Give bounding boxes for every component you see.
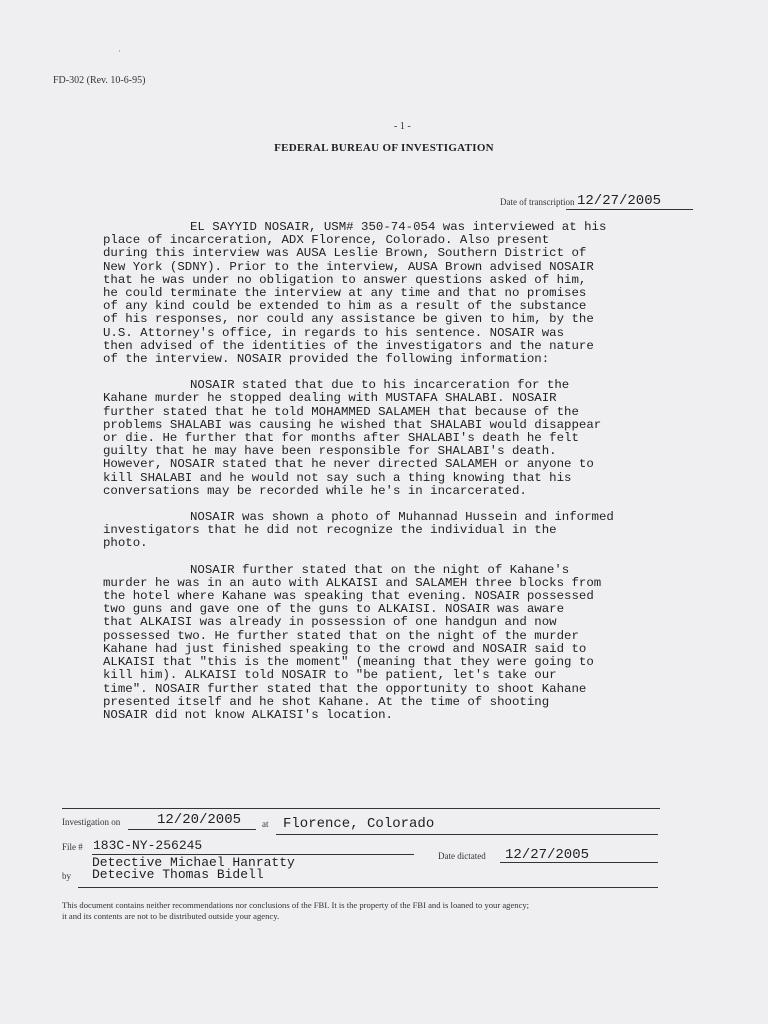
transcription-label: Date of transcription [500, 197, 575, 207]
dictated-date: 12/27/2005 [505, 847, 590, 863]
scan-mark: · [118, 46, 121, 56]
file-number: 183C-NY-256245 [93, 838, 203, 853]
investigation-date: 12/20/2005 [157, 812, 242, 828]
paragraph-2: NOSAIR stated that due to his incarceration for the Kahane murder he stopped dealing with MUSTAFA SHALABI. NOSAIR further stated that he told MOHAMMED SALAMEH that because of the problems SHALABI was causing he wished that SHALABI would disappear or die. He further that for months after SHALABI's death he felt guilty that he may have been responsible for SHALABI's death. However, NOSAIR stated that he never directed SALAMEH or anyone to kill SHALABI and he would not say such a thing knowing that his conversations may be recorded while he's in incarcerated. [103, 378, 602, 498]
agency-title: FEDERAL BUREAU OF INVESTIGATION [274, 142, 494, 154]
paragraph-4: NOSAIR further stated that on the night of Kahane's murder he was in an auto with ALKAISI and SALAMEH three blocks from the hotel where Kahane was speaking that evening. NOSAIR possessed two guns and gave one of the guns to ALKAISI. NOSAIR was aware that ALKAISI was already in possession of one handgun and now possessed two. He further stated that on the night of the murder Kahane had just finished speaking to the crowd and NOSAIR said to ALKAISI that "this is the moment" (meaning that they were going to kill him). ALKAISI told NOSAIR to "be patient, let's take our time". NOSAIR further stated that the opportunity to shoot Kahane presented itself and he shot Kahane. At the time of shooting NOSAIR did not know ALKAISI's location. [103, 562, 602, 722]
disclaimer-line-1: This document contains neither recommendations nor conclusions of the FBI. It is the property of the FBI and is loaned to your agency; [62, 900, 530, 910]
by-label: by [62, 871, 71, 881]
investigation-place: Florence, Colorado [283, 816, 435, 832]
transcription-date: 12/27/2005 [577, 193, 662, 209]
investigation-place-line [276, 834, 658, 835]
at-label: at [262, 819, 269, 829]
disclaimer-line-2: it and its contents are not to be distributed outside your agency. [62, 911, 280, 921]
agent-name-2: Detecive Thomas Bidell [92, 867, 264, 882]
page-number: - 1 - [394, 121, 411, 132]
file-label: File # [62, 842, 83, 852]
form-id: FD-302 (Rev. 10-6-95) [53, 75, 146, 86]
agents-line [78, 887, 658, 888]
paragraph-1: EL SAYYID NOSAIR, USM# 350-74-054 was interviewed at his place of incarceration, ADX Florence, Colorado. Also present during this interview was AUSA Leslie Brown, Southern District of New York (SDNY). Prior to the interview, AUSA Brown advised NOSAIR that he was under no obligation to answer questions asked of him, he could terminate the interview at any time and that no promises of any kind could be extended to him as a result of the substance of his responses, nor could any assistance be given to him, by the U.S. Attorney's office, in regards to his sentence. NOSAIR was then advised of the identities of the investigators and the nature of the interview. NOSAIR provided the following information: [103, 220, 607, 367]
footer-top-rule [62, 808, 660, 809]
paragraph-3: NOSAIR was shown a photo of Muhannad Hussein and informed investigators that he did not recognize the individual in the photo. [103, 510, 614, 551]
dictated-date-line [500, 862, 658, 863]
investigation-label: Investigation on [62, 817, 121, 827]
dictated-label: Date dictated [438, 851, 486, 861]
disclaimer [62, 900, 662, 922]
transcription-underline [566, 209, 693, 210]
agent-name-1: Detective Michael Hanratty [92, 855, 295, 870]
interview-body [103, 221, 683, 735]
investigation-date-line [128, 829, 256, 830]
